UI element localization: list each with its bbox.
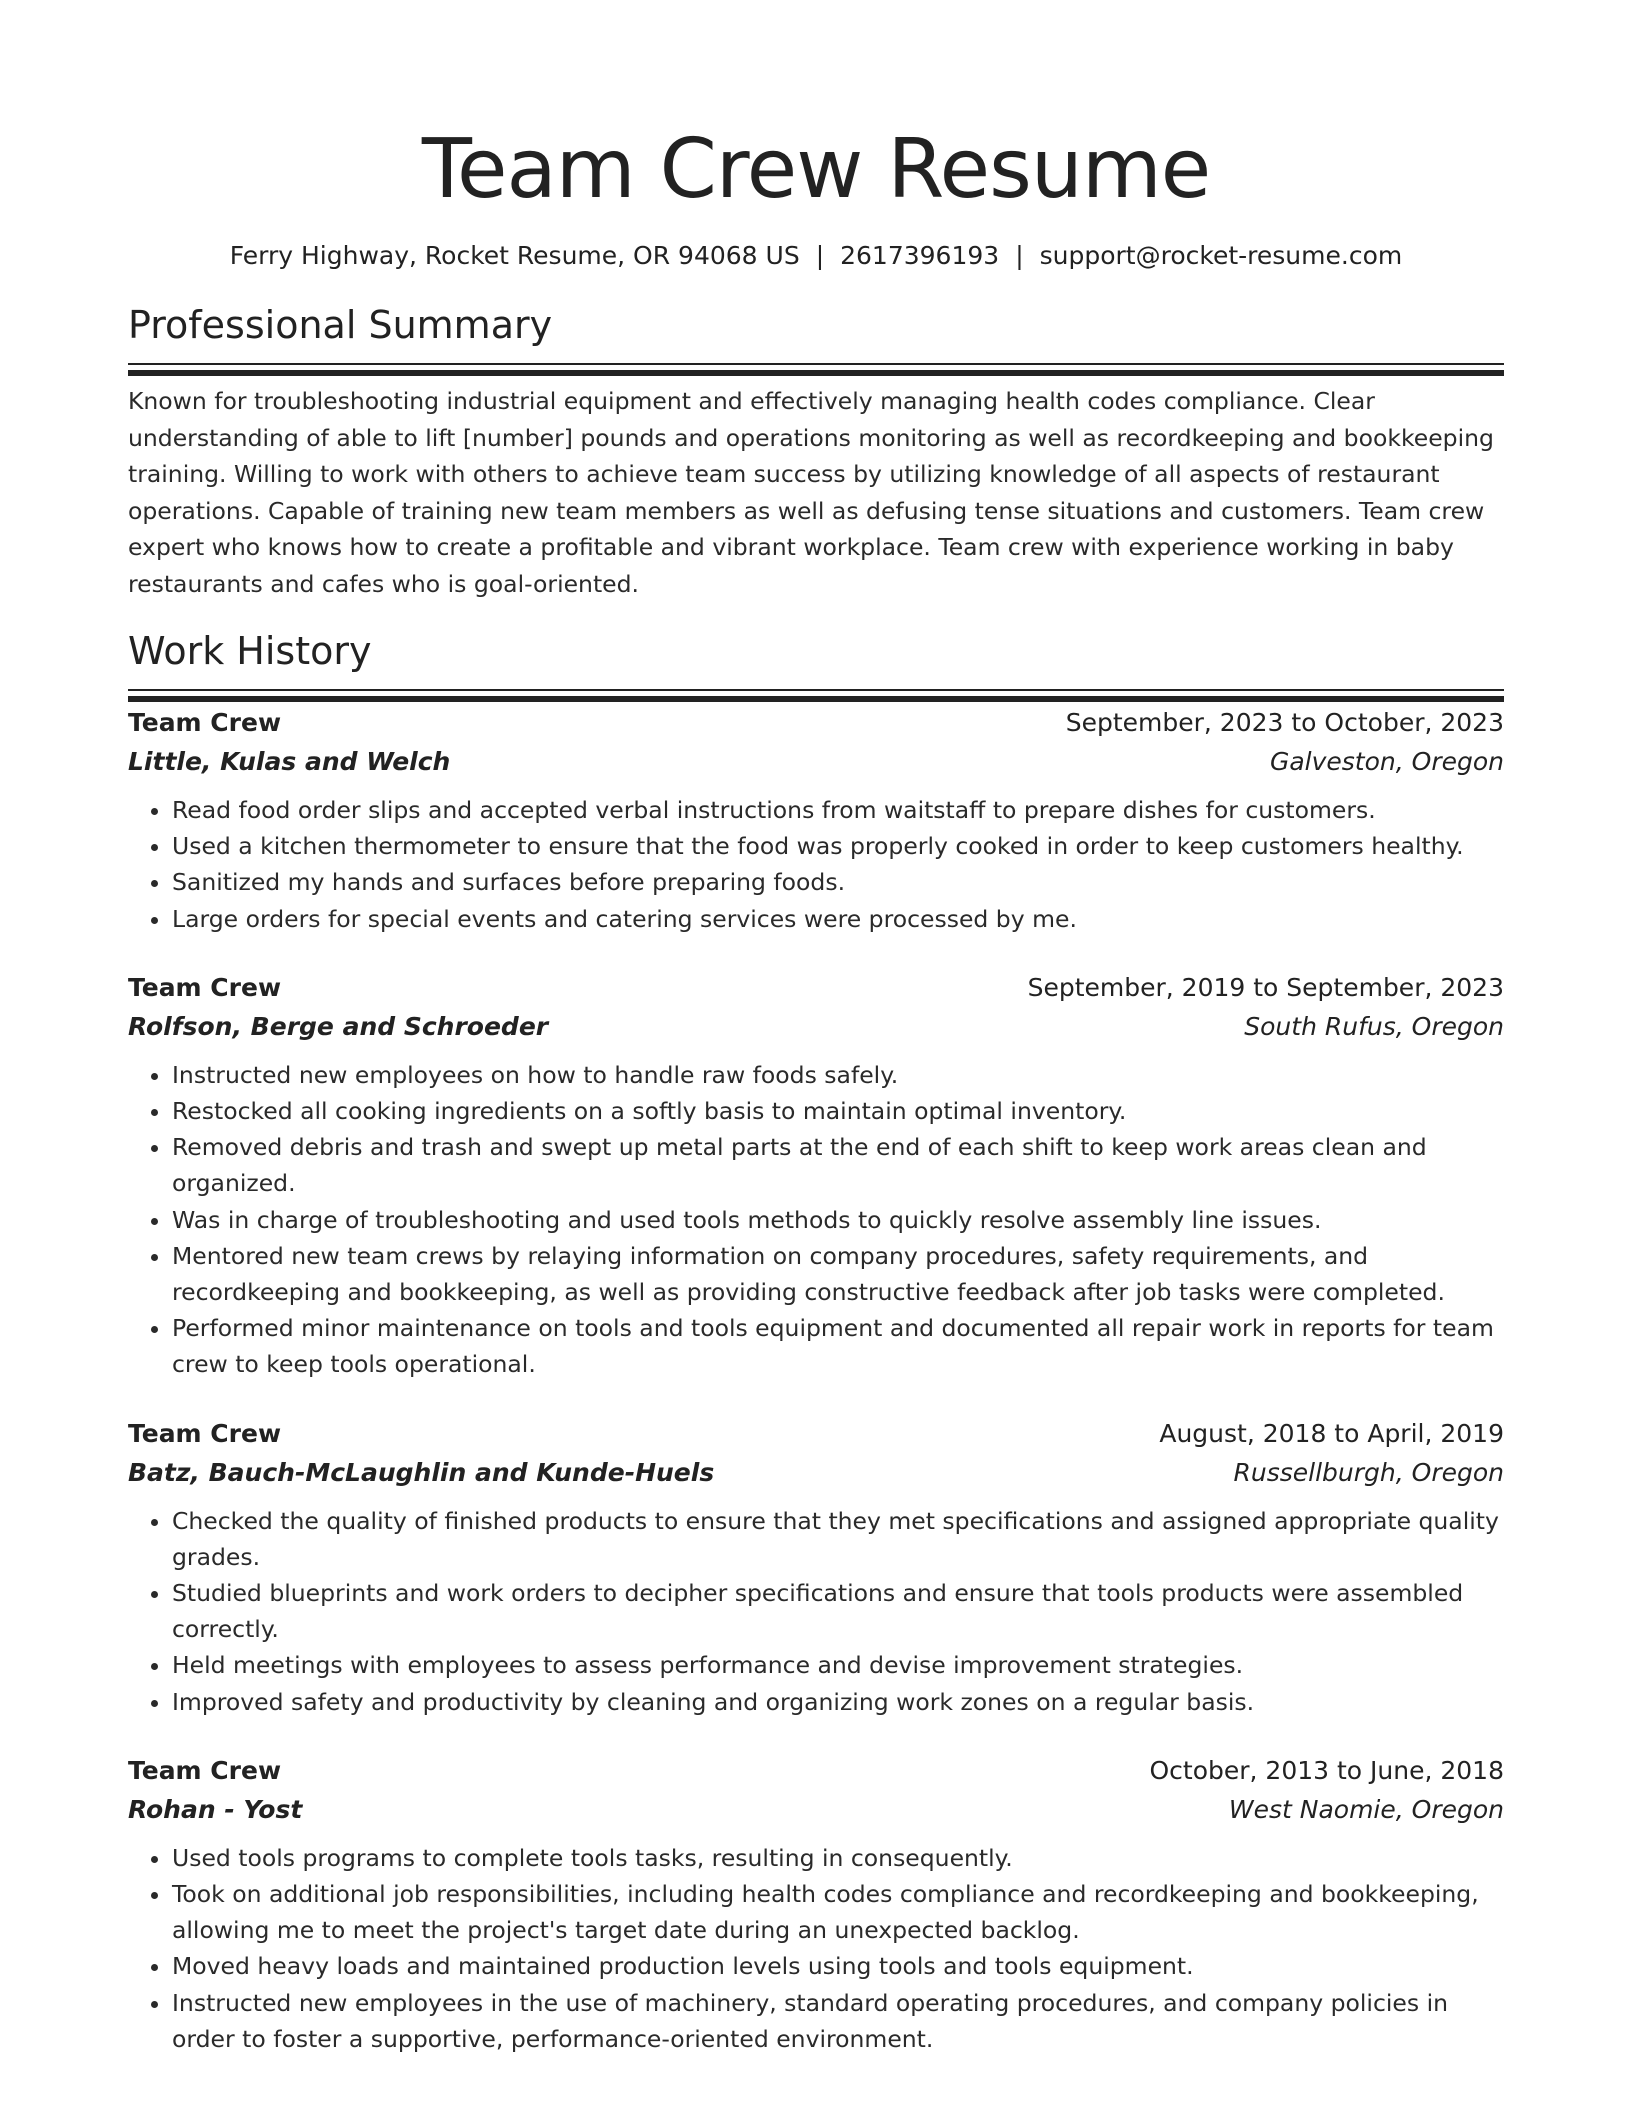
job-bullet: • Restocked all cooking ingredients on a softly basis to maintain optimal inventory.: [172, 1093, 1504, 1129]
job-entry: [128, 704, 1504, 937]
resume-title: Team Crew Resume: [421, 122, 1211, 217]
job-location: South Rufus, Oregon: [1244, 1011, 1504, 1041]
job-header: [128, 1752, 1504, 1790]
resume-page: [128, 0, 1504, 2057]
job-bullet: • Took on additional job responsibilities, including health codes compliance and recordkeeping and bookkeeping, allowing me to meet the project's target date during an unexpected backlog.: [172, 1876, 1504, 1948]
contact-separator: |: [815, 241, 825, 270]
job-entry: [128, 1415, 1504, 1720]
work-history-heading: Work History: [128, 629, 372, 673]
job-bullets: [128, 1057, 1504, 1383]
job-title: Team Crew: [128, 708, 282, 737]
job-entry: [128, 1752, 1504, 2057]
section-divider: [128, 689, 1504, 705]
summary-text: Known for troubleshooting industrial equipment and effectively managing health codes compliance. Clear understanding of able to lift [number] pounds and operations monitoring as well as recordkeeping and bookkeeping training. Willing to work with others to achieve team success by utilizing knowledge of all aspects of restaurant operations. Capable of training new team members as well as defusing tense situations and customers. Team crew expert who knows how to create a profitable and vibrant workplace. Team crew with experience working in baby restaurants and cafes who is goal-oriented.: [128, 387, 1494, 598]
job-bullet: • Used tools programs to complete tools tasks, resulting in consequently.: [172, 1840, 1504, 1876]
job-header: [128, 969, 1504, 1007]
contact-address: Ferry Highway, Rocket Resume, OR 94068 US: [229, 241, 800, 270]
contact-separator: |: [1015, 241, 1024, 270]
job-bullet: • Mentored new team crews by relaying information on company procedures, safety requirements, and recordkeeping and bookkeeping, as well as providing constructive feedback after job tasks were completed.: [172, 1238, 1504, 1310]
job-company: Rohan - Yost: [128, 1794, 303, 1824]
job-dates: September, 2019 to September, 2023: [1027, 972, 1504, 1002]
section-divider: [128, 363, 1504, 379]
job-company: Rolfson, Berge and Schroeder: [128, 1011, 549, 1041]
job-bullet: • Read food order slips and accepted verbal instructions from waitstaff to prepare dishes for customers.: [172, 792, 1504, 828]
job-bullet: • Sanitized my hands and surfaces before preparing foods.: [172, 864, 1504, 900]
job-entry: [128, 969, 1504, 1383]
job-location: Russellburgh, Oregon: [1233, 1457, 1504, 1487]
job-bullets: [128, 792, 1504, 937]
job-bullet: • Held meetings with employees to assess performance and devise improvement strategies.: [172, 1647, 1504, 1683]
summary-section: [128, 300, 1504, 602]
job-subheader: [128, 742, 1504, 782]
job-bullet: • Was in charge of troubleshooting and used tools methods to quickly resolve assembly line issues.: [172, 1202, 1504, 1238]
job-bullets: [128, 1503, 1504, 1720]
work-history-section: [128, 626, 1504, 2057]
job-location: West Naomie, Oregon: [1228, 1794, 1504, 1824]
job-bullet: • Improved safety and productivity by cleaning and organizing work zones on a regular basis.: [172, 1684, 1504, 1720]
job-bullet: • Moved heavy loads and maintained production levels using tools and tools equipment.: [172, 1948, 1504, 1984]
job-dates: September, 2023 to October, 2023: [1065, 708, 1504, 737]
job-dates: August, 2018 to April, 2019: [1159, 1418, 1504, 1448]
job-bullet: • Performed minor maintenance on tools and tools equipment and documented all repair work in reports for team crew to keep tools operational.: [172, 1310, 1504, 1382]
job-bullet: • Checked the quality of finished products to ensure that they met specifications and assigned appropriate quality grades.: [172, 1503, 1504, 1575]
job-header: [128, 704, 1504, 742]
summary-heading: Professional Summary: [128, 303, 553, 347]
job-company: Little, Kulas and Welch: [128, 747, 451, 776]
job-bullet: • Removed debris and trash and swept up metal parts at the end of each shift to keep work areas clean and organized.: [172, 1129, 1504, 1201]
contact-email: support@rocket-resume.com: [1039, 241, 1403, 270]
job-title: Team Crew: [128, 972, 282, 1002]
job-bullet: • Used a kitchen thermometer to ensure that the food was properly cooked in order to keep customers healthy.: [172, 828, 1504, 864]
job-header: [128, 1415, 1504, 1453]
job-dates: October, 2013 to June, 2018: [1149, 1755, 1504, 1785]
job-bullet: • Instructed new employees on how to handle raw foods safely.: [172, 1057, 1504, 1093]
job-bullets: [128, 1840, 1504, 2057]
job-title: Team Crew: [128, 1418, 282, 1448]
job-subheader: [128, 1790, 1504, 1830]
job-subheader: [128, 1007, 1504, 1047]
contact-phone: 2617396193: [840, 241, 1000, 270]
job-company: Batz, Bauch-McLaughlin and Kunde-Huels: [128, 1457, 715, 1487]
job-bullet: • Large orders for special events and catering services were processed by me.: [172, 901, 1504, 937]
job-location: Galveston, Oregon: [1269, 747, 1504, 776]
job-bullet: • Studied blueprints and work orders to decipher specifications and ensure that tools products were assembled correctly.: [172, 1575, 1504, 1647]
job-bullet: • Instructed new employees in the use of machinery, standard operating procedures, and company policies in order to foster a supportive, performance-oriented environment.: [172, 1985, 1504, 2057]
contact-line: [128, 240, 1504, 272]
job-title: Team Crew: [128, 1755, 282, 1785]
job-subheader: [128, 1453, 1504, 1493]
